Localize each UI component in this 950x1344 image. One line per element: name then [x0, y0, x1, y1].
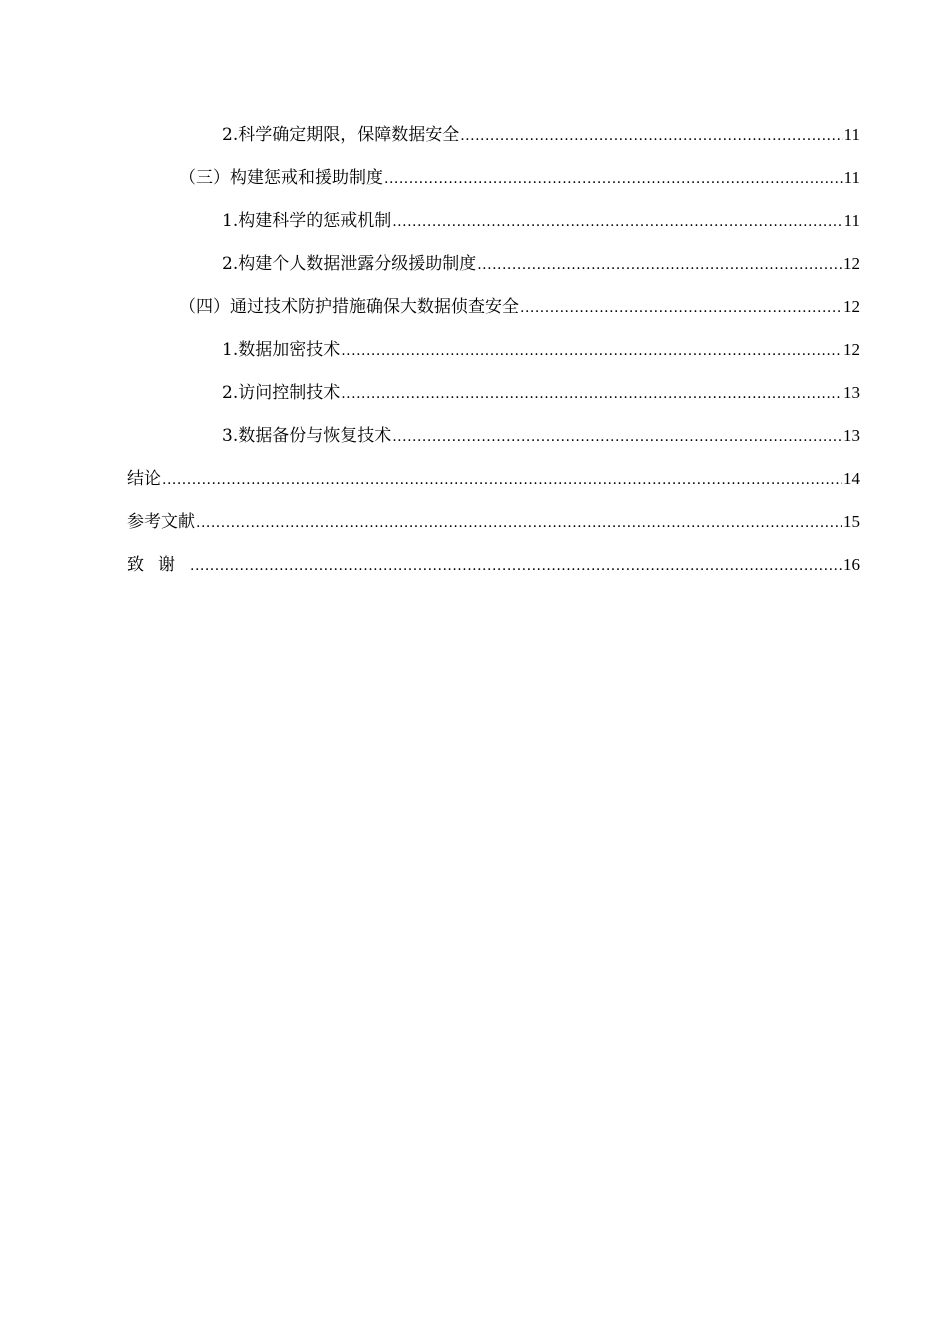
- toc-entry[interactable]: [127, 338, 860, 381]
- toc-entry-label: 1.构建科学的惩戒机制: [222, 211, 392, 231]
- toc-entry-label: 致谢: [127, 555, 189, 575]
- toc-page-number: 12: [843, 297, 860, 316]
- toc-entry-label: （三）构建惩戒和援助制度: [179, 168, 383, 188]
- toc-entry-label: （四）通过技术防护措施确保大数据侦查安全: [179, 297, 519, 317]
- toc-dot-leader: [162, 468, 842, 492]
- toc-dot-leader: [520, 296, 842, 320]
- toc-dot-leader: [392, 425, 842, 449]
- toc-entry[interactable]: [127, 467, 860, 510]
- toc-dot-leader: [196, 511, 842, 535]
- toc-entry-label: 1.数据加密技术: [222, 340, 341, 360]
- toc-page-number: 14: [843, 469, 860, 488]
- toc-entry-label: 2.科学确定期限，保障数据安全: [222, 125, 460, 145]
- toc-entry-label: 参考文献: [127, 512, 195, 532]
- toc-dot-leader: [477, 253, 842, 277]
- toc-entry[interactable]: [127, 123, 860, 166]
- toc-entry-label: 2.构建个人数据泄露分级援助制度: [222, 254, 477, 274]
- toc-entry[interactable]: [127, 166, 860, 209]
- toc-entry[interactable]: [127, 381, 860, 424]
- toc-dot-leader: [190, 554, 842, 578]
- toc-entry[interactable]: [127, 424, 860, 467]
- toc-dot-leader: [392, 210, 842, 234]
- toc-page-number: 15: [843, 512, 860, 531]
- toc-entry[interactable]: [127, 510, 860, 553]
- toc-page-number: 11: [843, 168, 860, 187]
- toc-entry[interactable]: [127, 553, 860, 596]
- toc-page-number: 11: [843, 211, 860, 230]
- toc-page-number: 12: [843, 340, 860, 359]
- toc-entry[interactable]: [127, 252, 860, 295]
- toc-dot-leader: [341, 382, 842, 406]
- toc-dot-leader: [460, 124, 842, 148]
- toc-entry[interactable]: [127, 209, 860, 252]
- toc-page-number: 13: [843, 383, 860, 402]
- toc-page-number: 11: [843, 125, 860, 144]
- table-of-contents: [127, 123, 860, 596]
- toc-dot-leader: [384, 167, 843, 191]
- toc-entry[interactable]: [127, 295, 860, 338]
- toc-page-number: 13: [843, 426, 860, 445]
- toc-page-number: 12: [843, 254, 860, 273]
- toc-entry-label: 2.访问控制技术: [222, 383, 341, 403]
- toc-entry-label: 结论: [127, 469, 161, 489]
- toc-dot-leader: [341, 339, 842, 363]
- toc-page-number: 16: [843, 555, 860, 574]
- toc-entry-label: 3.数据备份与恢复技术: [222, 426, 392, 446]
